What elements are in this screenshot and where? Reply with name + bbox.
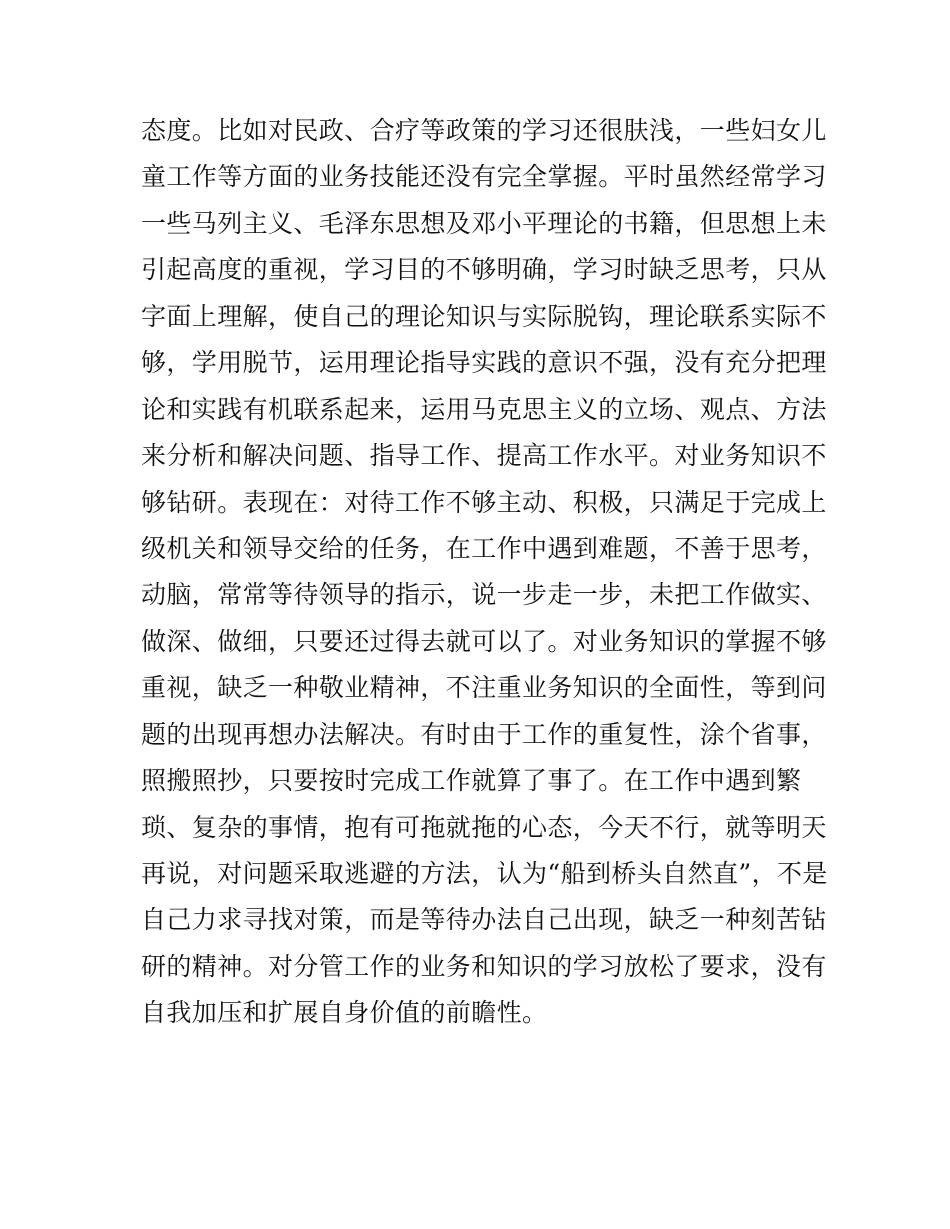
text-line: 自己力求寻找对策，而是等待办法自己出现，缺乏一种刻苦钻 [141, 905, 827, 935]
text-line: 题的出现再想办法解决。有时由于工作的重复性，涂个省事， [141, 719, 827, 749]
text-line: 照搬照抄，只要按时完成工作就算了事了。在工作中遇到繁 [141, 766, 802, 796]
text-line: 来分析和解决问题、指导工作、提高工作水平。对业务知识不 [141, 441, 827, 471]
text-line: 够钻研。表现在：对待工作不够主动、积极，只满足于完成上 [141, 487, 827, 517]
text-line: 论和实践有机联系起来，运用马克思主义的立场、观点、方法 [141, 394, 827, 424]
text-line: 一些马列主义、毛泽东思想及邓小平理论的书籍，但思想上未 [141, 208, 827, 238]
body-paragraph [141, 108, 828, 1037]
text-line: 自我加压和扩展自身价值的前瞻性。 [141, 998, 548, 1028]
text-line: 够，学用脱节，运用理论指导实践的意识不强，没有充分把理 [141, 348, 827, 378]
text-line: 做深、做细，只要还过得去就可以了。对业务知识的掌握不够 [141, 626, 827, 656]
text-line: 动脑，常常等待领导的指示，说一步走一步，未把工作做实、 [141, 580, 827, 610]
text-line: 研的精神。对分管工作的业务和知识的学习放松了要求，没有 [141, 951, 827, 981]
text-line: 引起高度的重视，学习目的不够明确，学习时缺乏思考，只从 [141, 255, 827, 285]
text-line: 再说，对问题采取逃避的方法，认为“船到桥头自然直”，不是 [141, 859, 828, 888]
text-line: 级机关和领导交给的任务，在工作中遇到难题，不善于思考， [141, 533, 827, 563]
text-line: 态度。比如对民政、合疗等政策的学习还很肤浅，一些妇女儿 [141, 116, 827, 145]
text-line: 琐、复杂的事情，抱有可拖就拖的心态，今天不行，就等明天 [141, 812, 827, 842]
text-line: 字面上理解，使自己的理论知识与实际脱钩，理论联系实际不 [141, 301, 827, 331]
text-line: 重视，缺乏一种敬业精神，不注重业务知识的全面性，等到问 [141, 673, 827, 703]
text-line: 童工作等方面的业务技能还没有完全掌握。平时虽然经常学习 [141, 162, 827, 192]
